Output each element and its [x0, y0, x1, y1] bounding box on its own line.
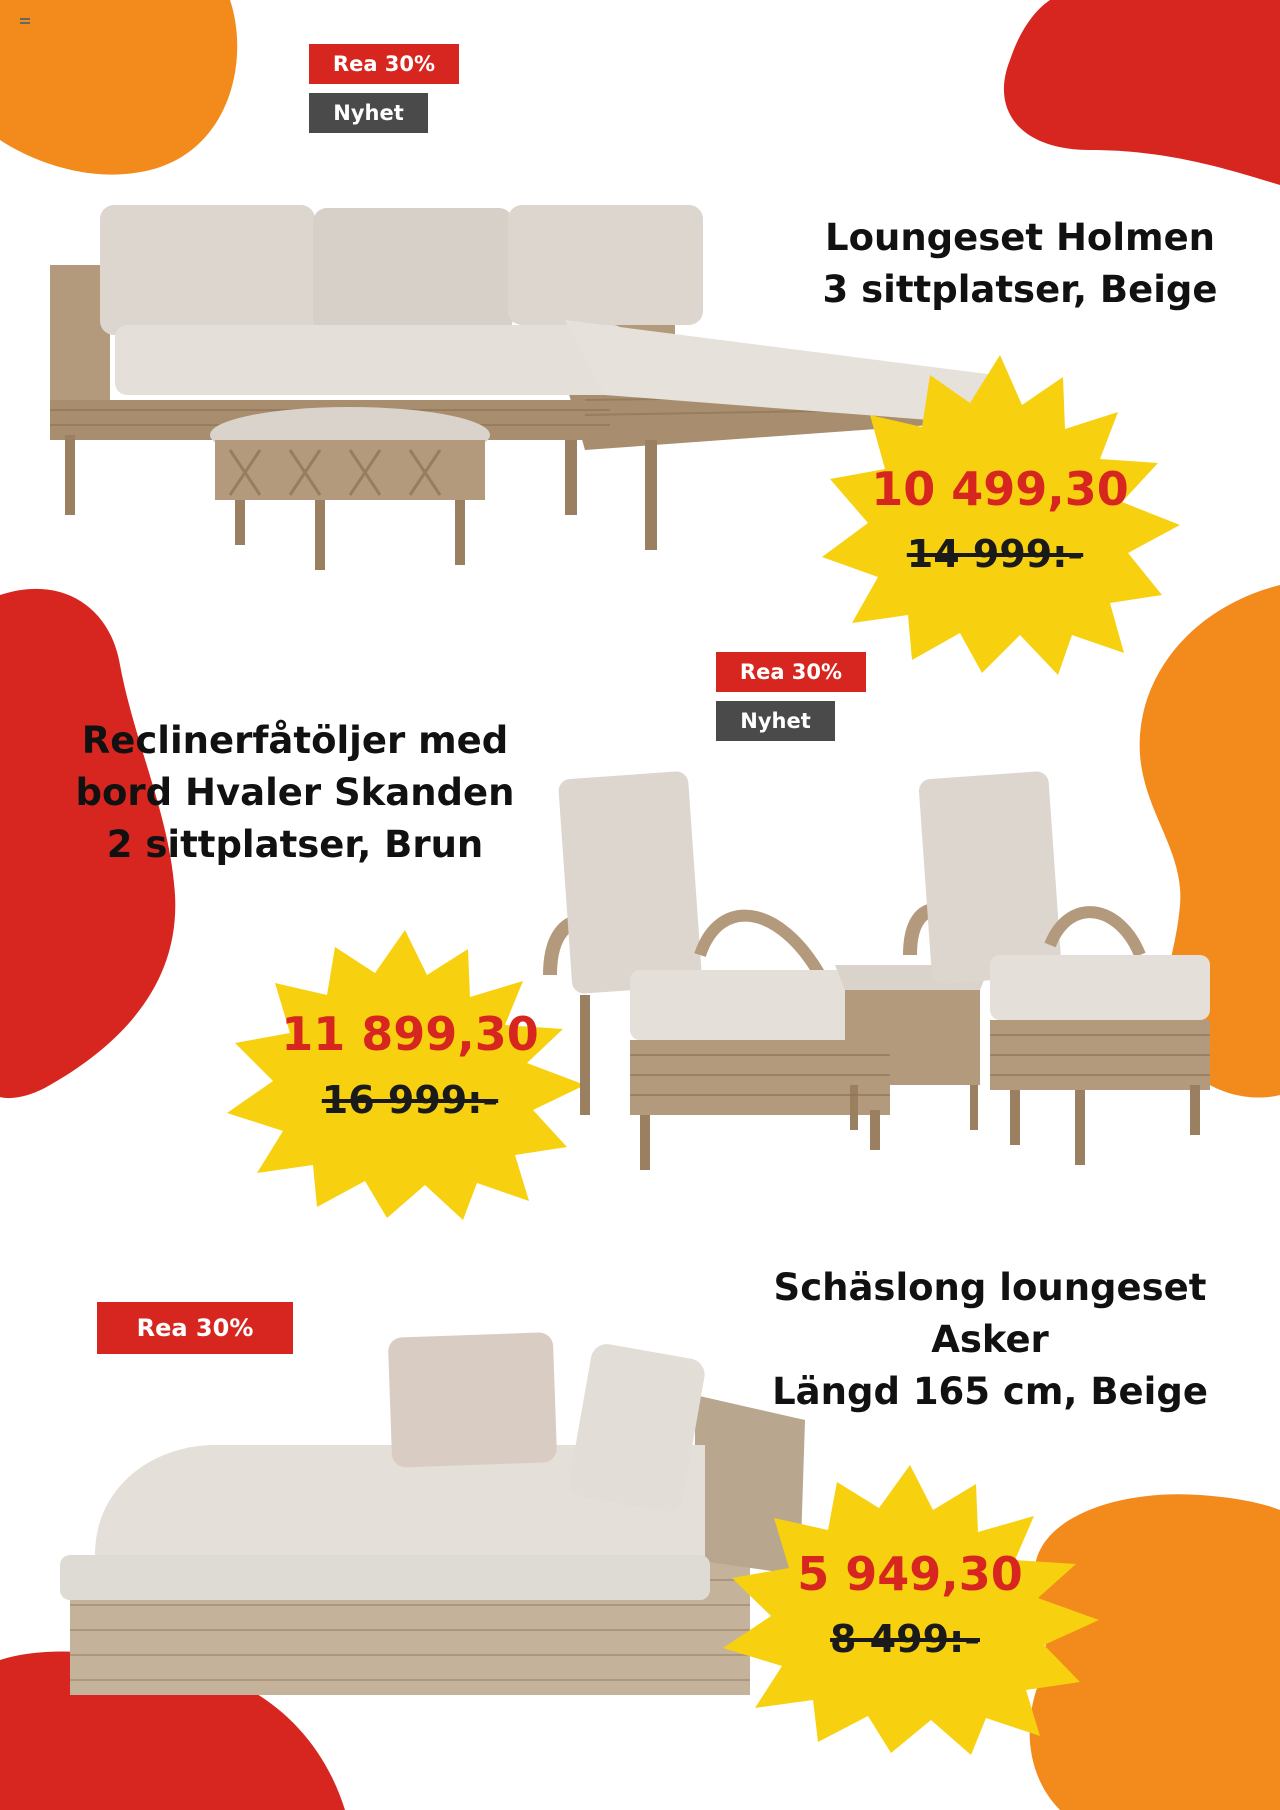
original-price: 16 999:- — [321, 1078, 499, 1122]
orange-blob-top-left — [0, 0, 260, 180]
sale-price: 11 899,30 — [281, 1007, 539, 1061]
sale-badge: Rea 30% — [716, 652, 866, 692]
product-title-hvaler: Reclinerfåtöljer med bord Hvaler Skanden 2 sittplatser, Brun — [75, 719, 515, 866]
original-price: 14 999:- — [906, 532, 1084, 576]
recliner-chairs-image — [540, 755, 1220, 1175]
sale-badge: Rea 30% — [309, 44, 459, 84]
sale-price: 10 499,30 — [871, 462, 1129, 516]
new-badge: Nyhet — [716, 701, 835, 741]
sale-badge: Rea 30% — [97, 1302, 293, 1354]
product-title-holmen: Loungeset Holmen 3 sittplatser, Beige — [822, 216, 1218, 311]
price-burst — [700, 1465, 1120, 1755]
red-blob-top-right — [990, 0, 1280, 190]
hamburger-icon[interactable] — [20, 18, 30, 26]
original-price: 8 499:- — [830, 1617, 980, 1661]
sale-price: 5 949,30 — [797, 1547, 1023, 1601]
new-badge: Nyhet — [309, 93, 428, 133]
product-title-asker: Schäslong loungeset Asker Längd 165 cm, Beige — [772, 1266, 1208, 1413]
